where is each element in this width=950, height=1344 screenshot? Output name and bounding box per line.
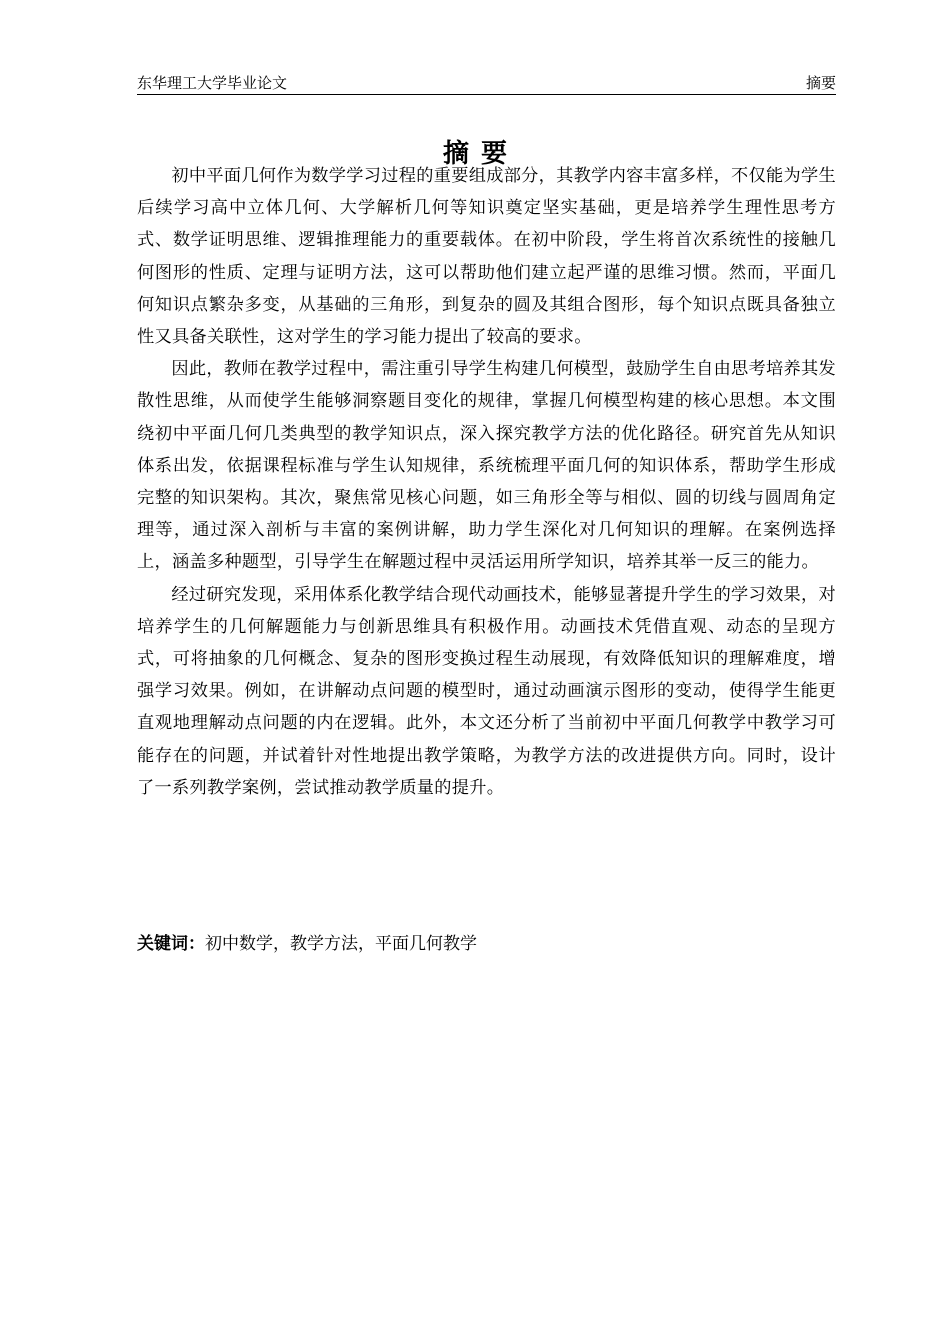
page-header <box>137 74 836 95</box>
keywords-value: 初中数学，教学方法，平面几何教学 <box>205 934 477 954</box>
abstract-body <box>137 160 836 804</box>
abstract-paragraph-3: 经过研究发现，采用体系化教学结合现代动画技术，能够显著提升学生的学习效果，对培养学生的几何解题能力与创新思维具有积极作用。动画技术凭借直观、动态的呈现方式，可将抽象的几何概念、复杂的图形变换过程生动展现，有效降低知识的理解难度，增强学习效果。例如，在讲解动点问题的模型时，通过动画演示图形的变动，使得学生能更直观地理解动点问题的内在逻辑。此外，本文还分析了当前初中平面几何教学中教学习可能存在的问题，并试着针对性地提出教学策略，为教学方法的改进提供方向。同时，设计了一系列教学案例，尝试推动教学质量的提升。 <box>137 584 836 798</box>
abstract-paragraph-2: 因此，教师在教学过程中，需注重引导学生构建几何模型，鼓励学生自由思考培养其发散性思维，从而使学生能够洞察题目变化的规律，掌握几何模型构建的核心思想。本文围绕初中平面几何几类典型的教学知识点，深入探究教学方法的优化路径。研究首先从知识体系出发，依据课程标准与学生认知规律，系统梳理平面几何的知识体系，帮助学生形成完整的知识架构。其次，聚焦常见核心问题，如三角形全等与相似、圆的切线与圆周角定理等，通过深入剖析与丰富的案例讲解，助力学生深化对几何知识的理解。在案例选择上，涵盖多种题型，引导学生在解题过程中灵活运用所学知识，培养其举一反三的能力。 <box>137 359 836 573</box>
keywords-line <box>137 930 836 958</box>
abstract-paragraph-1: 初中平面几何作为数学学习过程的重要组成部分，其教学内容丰富多样，不仅能为学生后续学习高中立体几何、大学解析几何等知识奠定坚实基础，更是培养学生理性思考方式、数学证明思维、逻辑推理能力的重要载体。在初中阶段，学生将首次系统性的接触几何图形的性质、定理与证明方法，这可以帮助他们建立起严谨的思维习惯。然而，平面几何知识点繁杂多变，从基础的三角形，到复杂的圆及其组合图形，每个知识点既具备独立性又具备关联性，这对学生的学习能力提出了较高的要求。 <box>137 166 836 348</box>
abstract-title: 摘要 <box>442 139 519 169</box>
keywords-label: 关键词： <box>137 934 205 954</box>
header-section-name: 摘要 <box>805 74 836 92</box>
header-university-title: 东华理工大学毕业论文 <box>137 74 288 92</box>
